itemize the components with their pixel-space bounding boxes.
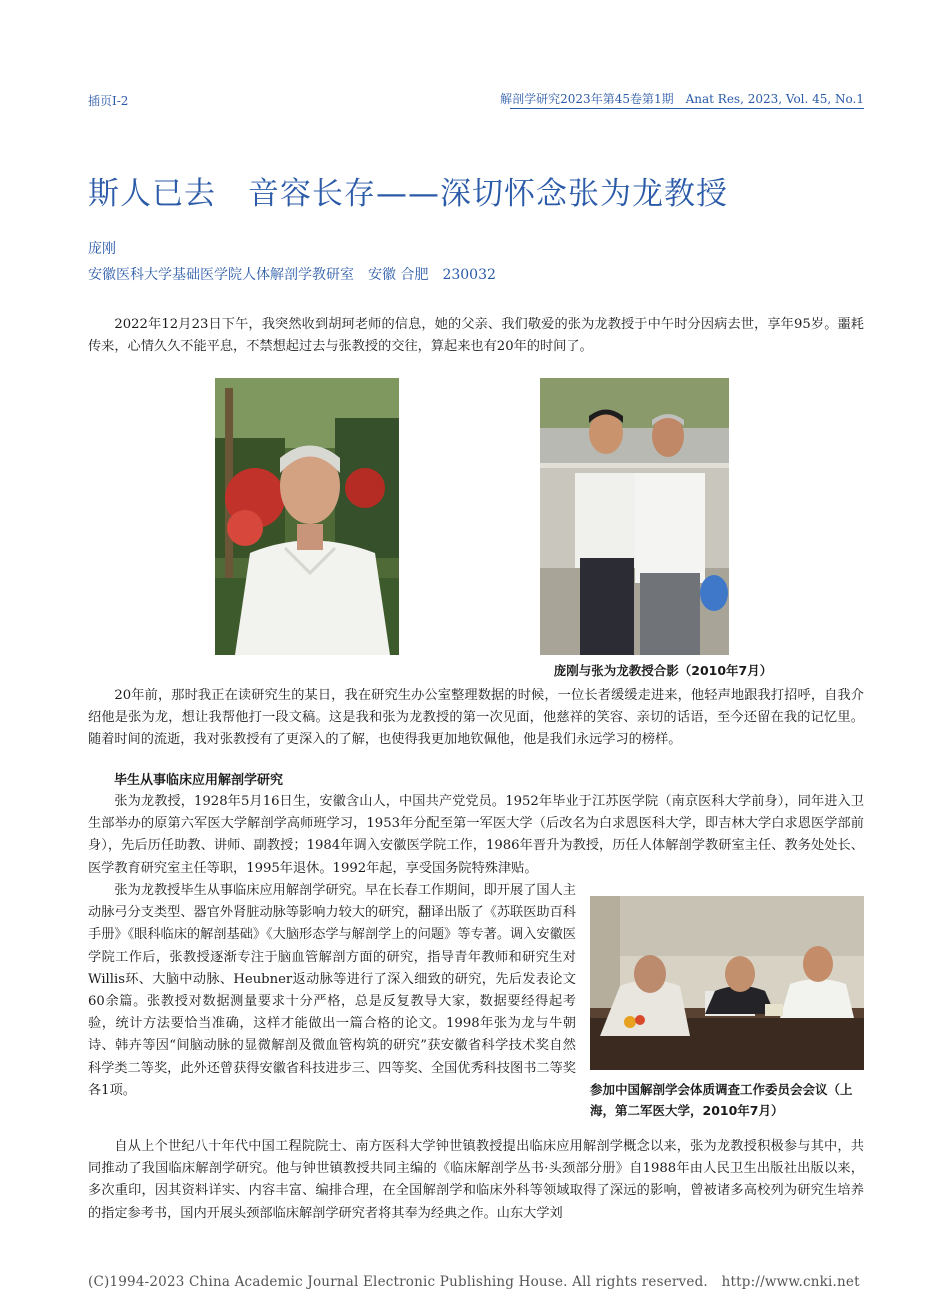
header-rule bbox=[510, 108, 864, 109]
paragraph-clinical-anatomy: 自从上个世纪八十年代中国工程院院士、南方医科大学钟世镇教授提出临床应用解剖学概念以来，张为龙教授积极参与其中，共同推动了我国临床解剖学研究。他与钟世镇教授共同主编的《临床解剖学丛书·头颈部分册》自1988年由人民卫生出版社出版以来，多次重印，因其资料详实、内容丰富、编排合理，在全国解剖学和临床外科等领域取得了深远的影响，曾被诸多高校列为研究生培养的指定参考书，国内开展头颈部临床解剖学研究者将其奉为经典之作。山东大学刘 bbox=[88, 1139, 864, 1221]
author-name: 庞刚 bbox=[88, 241, 116, 257]
copyright-footer: (C)1994-2023 China Academic Journal Electronic Publishing House. All rights reserved. http://www.cnki.net bbox=[88, 1274, 860, 1290]
paragraph-first-meeting: 20年前，那时我正在读研究生的某日，我在研究生办公室整理数据的时候，一位长者缓缓走进来，他轻声地跟我打招呼，自我介绍他是张为龙，想让我帮他打一段文稿。这是我和张为龙教授的第一次见面，他慈祥的笑容、亲切的话语，至今还留在我的记忆里。随着时间的流逝，我对张教授有了更深入的了解，也使得我更加地钦佩他，他是我们永远学习的榜样。 bbox=[88, 688, 864, 748]
author-affiliation: 安徽医科大学基础医学院人体解剖学教研室 安徽 合肥 230032 bbox=[88, 267, 496, 283]
page-label: 插页Ⅰ-2 bbox=[88, 94, 129, 108]
meeting-photo bbox=[590, 896, 864, 1070]
paragraph-biography: 张为龙教授，1928年5月16日生，安徽含山人，中国共产党党员。1952年毕业于江苏医学院（南京医科大学前身），同年进入卫生部举办的原第六军医大学解剖学高师班学习，1953年分配至第一军医大学（后改名为白求恩医科大学，即吉林大学白求恩医学部前身），先后历任助教、讲师、副教授；1984年调入安徽医学院工作，1986年晋升为教授，历任人体解剖学教研室主任、教务处处长、医学教育研究室主任等职，1995年退休。1992年起，享受国务院特殊津贴。 bbox=[88, 794, 864, 876]
paragraph-intro: 2022年12月23日下午，我突然收到胡珂老师的信息，她的父亲、我们敬爱的张为龙教授于中午时分因病去世，享年95岁。噩耗传来，心情久久不能平息，不禁想起过去与张教授的交往，算起来也有20年的时间了。 bbox=[88, 317, 864, 355]
paragraph-research: 张为龙教授毕生从事临床应用解剖学研究。早在长春工作期间，即开展了国人主动脉弓分支类型、器官外肾脏动脉等影响力较大的研究，翻译出版了《苏联医助百科手册》《眼科临床的解剖基础》《大脑形态学与解剖学上的问题》等专著。调入安徽医学院工作后，张教授逐渐专注于脑血管解剖方面的研究，指导青年教师和研究生对Willis环、大脑中动脉、Heubner返动脉等进行了深入细致的研究，先后发表论文60余篇。张教授对数据测量要求十分严格，总是反复教导大家，数据要经得起考验，统计方法要恰当准确，这样才能做出一篇合格的论文。1998年张为龙与牛朝诗、韩卉等因“间脑动脉的显微解剖及微血管构筑的研究”获安徽省科学技术奖自然科学类二等奖，此外还曾获得安徽省科技进步三、四等奖、全国优秀科技图书二等奖各1项。 bbox=[88, 883, 576, 1098]
article-title: 斯人已去 音容长存——深切怀念张为龙教授 bbox=[88, 176, 728, 212]
section-heading: 毕生从事临床应用解剖学研究 bbox=[114, 773, 284, 788]
photo-caption-pair: 庞刚与张为龙教授合影（2010年7月） bbox=[553, 663, 773, 678]
photo-caption-meeting: 参加中国解剖学会体质调查工作委员会会议（上海，第二军医大学，2010年7月） bbox=[590, 1082, 853, 1118]
portrait-photo bbox=[215, 378, 399, 655]
group-photo-two-people bbox=[540, 378, 729, 655]
journal-header: 解剖学研究2023年第45卷第1期 Anat Res, 2023, Vol. 45, No.1 bbox=[500, 92, 864, 106]
